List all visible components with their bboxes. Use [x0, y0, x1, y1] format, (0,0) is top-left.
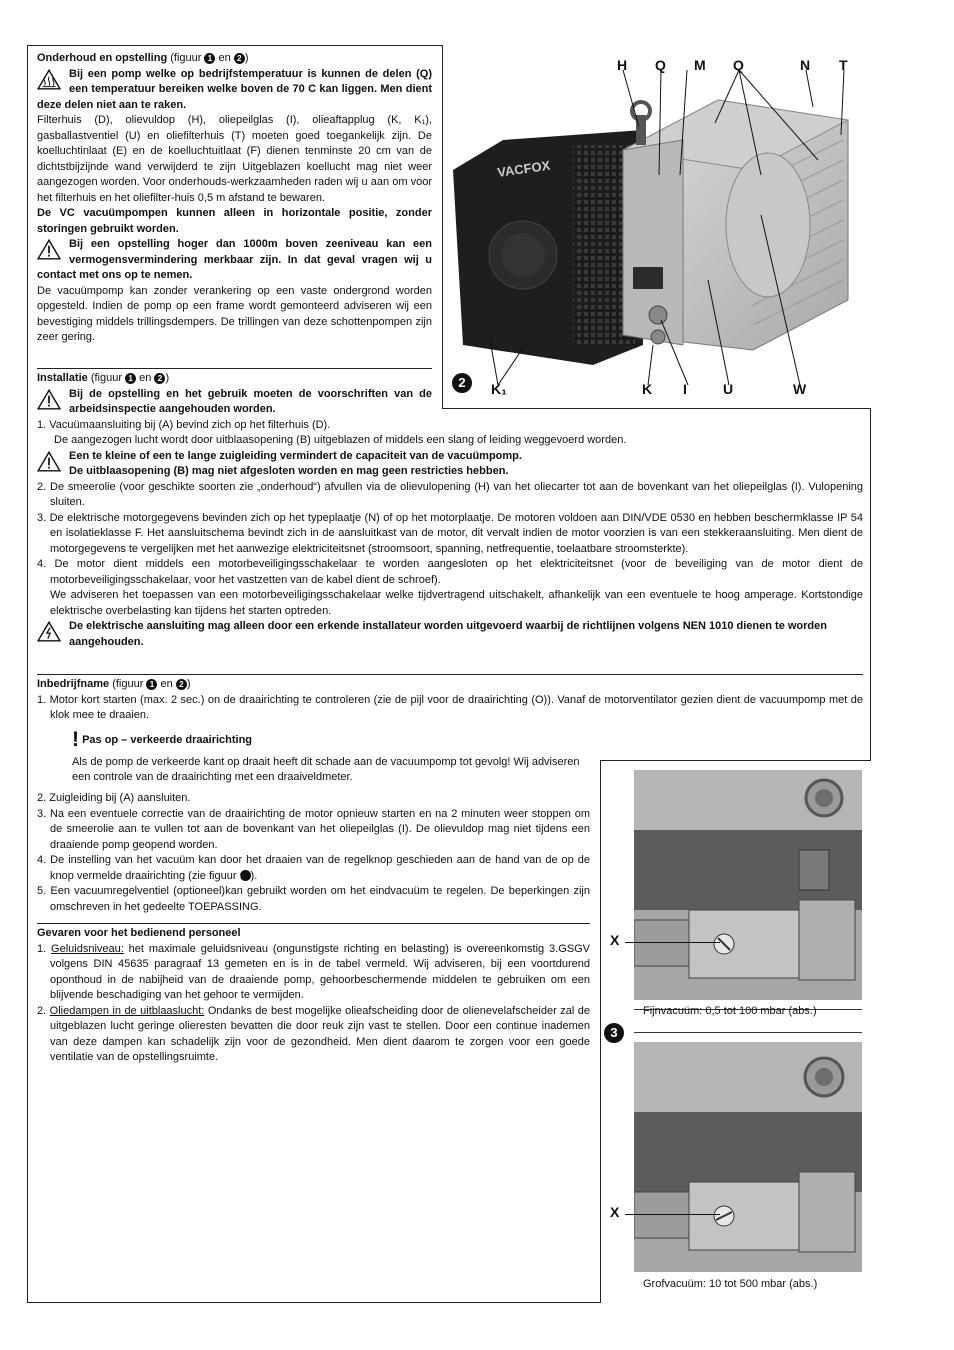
hot-surface-warning: Bij een pomp welke op bedrijfstemperatuur is kunnen de delen (Q) een temperatuur bereiken welke boven de 70 C kan liggen. Men dient deze delen niet aan te raken. — [37, 67, 432, 111]
warning-icon — [37, 389, 61, 410]
installation-title: Installatie — [37, 372, 88, 384]
label-H: H — [617, 57, 628, 73]
divider — [37, 923, 590, 924]
install-step-2: 2. De smeerolie (voor geschikte soorten zie „onderhoud“) afvullen via de olievulopening (H) van het oliecarter tot aan de bovenkant van het oliepeilglas (I). Vulopening sluiten. — [37, 480, 863, 508]
mounting-paragraph: De vacuümpomp kan zonder verankering op een vaste ondergrond worden opgesteld. Indien de pomp op een frame wordt gemonteerd adviseren wij een bevestiging middels trillingsdempers. De trillingen van deze schottenpompen zijn zeer gering. — [37, 284, 432, 343]
installation-section: Installatie (figuur 1 en 2 ) Bij de opstelling en het gebruik moeten de voorschriften van de arbeidsinspectie aangehouden worden. 1. Vacuümaansluiting bij (A) bevind zich op het filterhuis (D). De aangezogen lucht wordt door uitblaasopening (B) uitgeblazen of middels een slang of leiding weggevoerd worden. Een te kleine of een te lange zuigleiding vermindert de capaciteit van de vacuümpomp. De uitblaasopening (B) mag niet afgesloten worden en mag geen restricties hebben. 2. De smeerolie (voor geschikte soorten zie „onderhoud“) afvullen via de olievulopening (H) van het oliecarter tot aan de bovenkant van het oliepeilglas (I). Vulopening sluiten. 3. De elektrische motorgegevens bevinden zich op het typeplaatje (N) of op het motorplaatje. De motoren voldoen aan DIN/VDE 0530 en hebben beschermklasse IP 54 en isolatieklasse F. Het aansluitschema bevindt zich in de aansluitkast van de motor, dit vervalt indien de motor voorzien is van een stekkeraansluiting. Men dient de motorgegevens te vergelijken met het aanwezige elektriciteitsnet (stroomsoort, spanning, netfrequentie, toelaatbare stroomsterkte). 4. De motor dient middels een motorbeveiligingsschakelaar te worden aangesloten op het elektriciteitsnet (voor de beveiliging van de motor dient de motorbeveiligingsschakelaar, voor het vastzetten van de kabel dient de schroef). We adviseren het toepassen van een motorbeveiligingsschakelaar welke tijdvertragend uitschakelt, afhankelijk van een eventuele te hoog amperage. Kortstondige elektrische overbelasting kan tijdens het starten optreden. De elektrische aansluiting mag alleen door een erkende installateur worden uitgevoerd waarbij de richtlijnen volgens NEN 1010 dienen te worden aangehouden. — [37, 372, 863, 648]
caption-coarse-vacuum: Grofvacuüm: 10 tot 500 mbar (abs.) — [643, 1278, 818, 1290]
caption-fine-vacuum: Fijnvacuüm: 0,5 tot 100 mbar (abs.) — [643, 1005, 817, 1017]
suction-line-warning: Een te kleine of een te lange zuigleiding vermindert de capaciteit van de vacuümpomp. — [69, 449, 522, 462]
regulations-warning: Bij de opstelling en het gebruik moeten de voorschriften van de arbeidsinspectie aangehouden worden. — [69, 387, 432, 415]
install-step-1: 1. Vacuümaansluiting bij (A) bevind zich op het filterhuis (D). — [37, 418, 331, 431]
exhaust-warning: De uitblaasopening (B) mag niet afgesloten worden en mag geen restricties hebben. — [69, 465, 509, 477]
startup-step-3: 3. Na een eventuele correctie van de draairichting de motor opnieuw starten en na 2 minuten weer stoppen om de smeerolie aan te vullen tot aan de bovenkant van het oliepeilglas (I). De olievuldop mag niet tijdens een draaiende pomp geopend worden. — [37, 807, 590, 851]
install-step-4: 4. De motor dient middels een motorbeveiligingsschakelaar te worden aangesloten op het elektriciteitsnet (voor de beveiliging van de motor dient de motorbeveiligingsschakelaar, voor het vastzetten van de kabel dient de schroef). — [37, 558, 863, 586]
figure-ref-2: 2 — [234, 53, 245, 64]
dangers-section: Gevaren voor het bedienend personeel 1. Geluidsniveau: het maximale geluidsniveau (ongunstigste richting en belasting) is overeenkomstig 3.GSGV volgens DIN 45635 paragraaf 13 gemeten en is in de tabel vermeld. Wij adviseren, bij een voortdurend oponthoud in de nabijheid van de draaiende pomp, gehoorbeschermende middelen te gebruiken om een blijvende beschadiging van het gehoor te vermijden. 2. Oliedampen in de uitblaaslucht: Ondanks de best mogelijke olieafscheiding door de olienevelafscheider zal de uitgeblazen lucht geringe olieresten bevatten die door reuk zijn vast te stellen. Door een continue inademen van deze dampen kan schadelijk zijn voor de gezondheid. Men dient daarom te zorgen voor een goede ventilatie van de opstellingsruimte. — [37, 927, 590, 1063]
oil-vapour-label: Oliedampen in de uitblaaslucht: — [49, 1004, 205, 1017]
startup-step-5: 5. Een vacuumregelventiel (optioneel)kan gebruikt worden om het eindvacuüm te regelen. De beperkingen zijn omschreven in het gedeelte TOEPASSING. — [37, 885, 590, 913]
label-W: W — [793, 381, 807, 397]
install-step-4b: We adviseren het toepassen van een motorbeveiligingsschakelaar welke tijdvertragend uitschakelt, afhankelijk van een eventuele te hoog amperage. Kortstondige elektrische overbelasting kan tijdens het starten optreden. — [50, 589, 863, 617]
maintenance-title: Onderhoud en opstelling — [37, 52, 168, 64]
startup-steps — [37, 791, 590, 915]
caution-title: Pas op – verkeerde draairichting — [82, 734, 253, 746]
brand-logo: VACFOX — [496, 157, 552, 180]
label-N: N — [800, 57, 811, 73]
figure-3-vacuum-valve — [600, 760, 871, 1303]
access-paragraph: Filterhuis (D), olievuldop (H), oliepeilglas (I), olieaftapplug (K, K₁), gasballastventiel (U) en oliefilterhuis (T) moeten goed toegankelijk zijn. De koelluchtinlaat (E) en de koelluchtuitlaat (F) dienen tenminste 20 cm van de dichtstbijzijnde wand verwijderd te zijn Uitgeblazen koellucht mag niet weer aangezogen worden. Voor onderhouds-werkzaamheden raden wij u aan om voor het filterhuis en het oliefilter-huis 0,5 m afstand te bewaren. — [37, 114, 432, 204]
figure-number-3: 3 — [604, 1023, 624, 1043]
figure-number-2: 2 — [452, 373, 472, 393]
label-M: M — [694, 57, 706, 73]
dangers-title: Gevaren voor het bedienend personeel — [37, 927, 241, 939]
leader-line — [625, 1214, 720, 1215]
label-K: K — [642, 381, 653, 397]
figure-ref-1: 1 — [204, 53, 215, 64]
electrical-warning: De elektrische aansluiting mag alleen door een erkende installateur worden uitgevoerd waarbij de richtlijnen volgens NEN 1010 dienen te worden aangehouden. — [69, 620, 827, 648]
install-step-3: 3. De elektrische motorgegevens bevinden zich op het typeplaatje (N) of op het motorplaatje. De motoren voldoen aan DIN/VDE 0530 en hebben beschermklasse IP 54 en isolatieklasse F. Het aansluitschema bevindt zich in de aansluitkast van de motor, dit vervalt indien de motor voorzien is van een stekkeraansluiting. Men dient de motorgegevens te vergelijken met het aanwezige elektriciteitsnet (stroomsoort, spanning, netfrequentie, toelaatbare stroomsterkte). — [37, 511, 863, 555]
divider — [37, 368, 432, 369]
startup-step-1: 1. Motor kort starten (max. 2 sec.) on de draairichting te controleren (zie de pijl voor de draairichting (O)). Vanaf de motorventilator gezien dient de vacuumpomp met de klok mee te draaien. — [37, 693, 863, 721]
exclamation-icon: ! — [72, 728, 79, 752]
pump-drawing — [443, 45, 871, 408]
caution-block — [72, 728, 592, 786]
noise-text: het maximale geluidsniveau (ongunstigste richting en belasting) is overeenkomstig 3.GSGV volgens DIN 45635 paragraaf 13 gemeten en is in de tabel vermeld. Wij adviseren, bij een voortdurend oponthoud in de nabijheid van de draaiende pomp, gehoorbeschermende middelen te gebruiken om een blijvende beschadiging van het gehoor te vermijden. — [50, 942, 590, 1001]
label-Q: Q — [655, 57, 666, 73]
leader-line — [625, 942, 720, 943]
label-K1: K₁ — [491, 381, 507, 397]
figure-ref-3: 3 — [240, 870, 251, 881]
label-Q: Q — [733, 57, 744, 73]
noise-label: Geluidsniveau: — [51, 942, 124, 955]
divider — [37, 674, 863, 675]
marker-X-coarse: X — [610, 1204, 620, 1220]
maintenance-section: Onderhoud en opstelling (figuur 1 en 2 ) Bij een pomp welke op bedrijfstemperatuur is kunnen de delen (Q) een temperatuur bereiken welke boven de 70 C kan liggen. Men dient deze delen niet aan te raken. Filterhuis (D), olievuldop (H), oliepeilglas (I), olieaftapplug (K, K₁), gasballastventiel (U) en oliefilterhuis (T) moeten goed toegankelijk zijn. De koelluchtinlaat (E) en de koelluchtuitlaat (F) dienen tenminste 20 cm van de dichtstbijzijnde wand verwijderd te zijn Uitgeblazen koellucht mag niet weer aangezogen worden. Voor onderhouds-werkzaamheden raden wij u aan om voor het filterhuis en het oliefilter-huis 0,5 m afstand te bewaren. De VC vacuümpompen kunnen alleen in horizontale positie, zonder storingen gebruikt worden. Bij een opstelling hoger dan 1000m boven zeeniveau kan een vermogensvermindering merkbaar zijn. In dat geval vragen wij u contact met ons op te nemen. De vacuümpomp kan zonder verankering op een vaste ondergrond worden opgesteld. Indien de pomp op een frame wordt gemonteerd adviseren wij een bevestiging middels trillingsdempers. De trillingen van deze schottenpompen zijn zeer gering. — [37, 51, 432, 346]
caution-text: Als de pomp de verkeerde kant op draait heeft dit schade aan de vacuumpomp tot gevolg! Wij adviseren een controle van de draairichting met een draaiveldmeter. — [72, 755, 580, 783]
figure-2-pump-illustration — [442, 45, 871, 409]
install-step-1b: De aangezogen lucht wordt door uitblaasopening (B) uitgeblazen of middels een slang of leiding weggevoerd worden. — [54, 434, 627, 446]
horizontal-position-note: De VC vacuümpompen kunnen alleen in horizontale positie, zonder storingen gebruikt worden. — [37, 207, 432, 235]
startup-section: Inbedrijfname (figuur 1 en 2 ) 1. Motor kort starten (max. 2 sec.) on de draairichting te controleren (zie de pijl voor de draairichting (O)). Vanaf de motorventilator gezien dient de vacuumpomp met de klok mee te draaien. — [37, 677, 863, 724]
label-I: I — [683, 381, 687, 397]
marker-X-fine: X — [610, 932, 620, 948]
startup-title: Inbedrijfname — [37, 678, 110, 690]
oil-vapour-text: Ondanks de best mogelijke olieafscheiding door de olienevelafscheider zal de uitgeblazen lucht geringe olieresten bevatten die door reuk zijn vast te stellen. Door een continue inademen van deze dampen kan schadelijk zijn voor de gezondheid. Men dient daarom te zorgen voor een goede ventilatie van de opstellingsruimte. — [50, 1004, 590, 1063]
startup-step-4: 4. De instelling van het vacuüm kan door het draaien van de regelknop geschieden aan de hand van de op de knop vermelde draairichting (zie figuur 3 ). — [37, 854, 590, 882]
hot-surface-warning-icon — [37, 69, 61, 90]
altitude-warning: Bij een opstelling hoger dan 1000m boven zeeniveau kan een vermogensvermindering merkbaar zijn. In dat geval vragen wij u contact met ons op te nemen. — [37, 238, 432, 281]
valve-photo-fine — [634, 770, 862, 1000]
startup-step-2: 2. Zuigleiding bij (A) aansluiten. — [37, 792, 191, 804]
electric-hazard-icon — [37, 621, 61, 642]
label-T: T — [839, 57, 848, 73]
valve-photo-coarse — [634, 1042, 862, 1272]
divider — [634, 1032, 862, 1033]
warning-icon — [37, 451, 61, 472]
label-U: U — [723, 381, 734, 397]
warning-icon — [37, 239, 61, 260]
